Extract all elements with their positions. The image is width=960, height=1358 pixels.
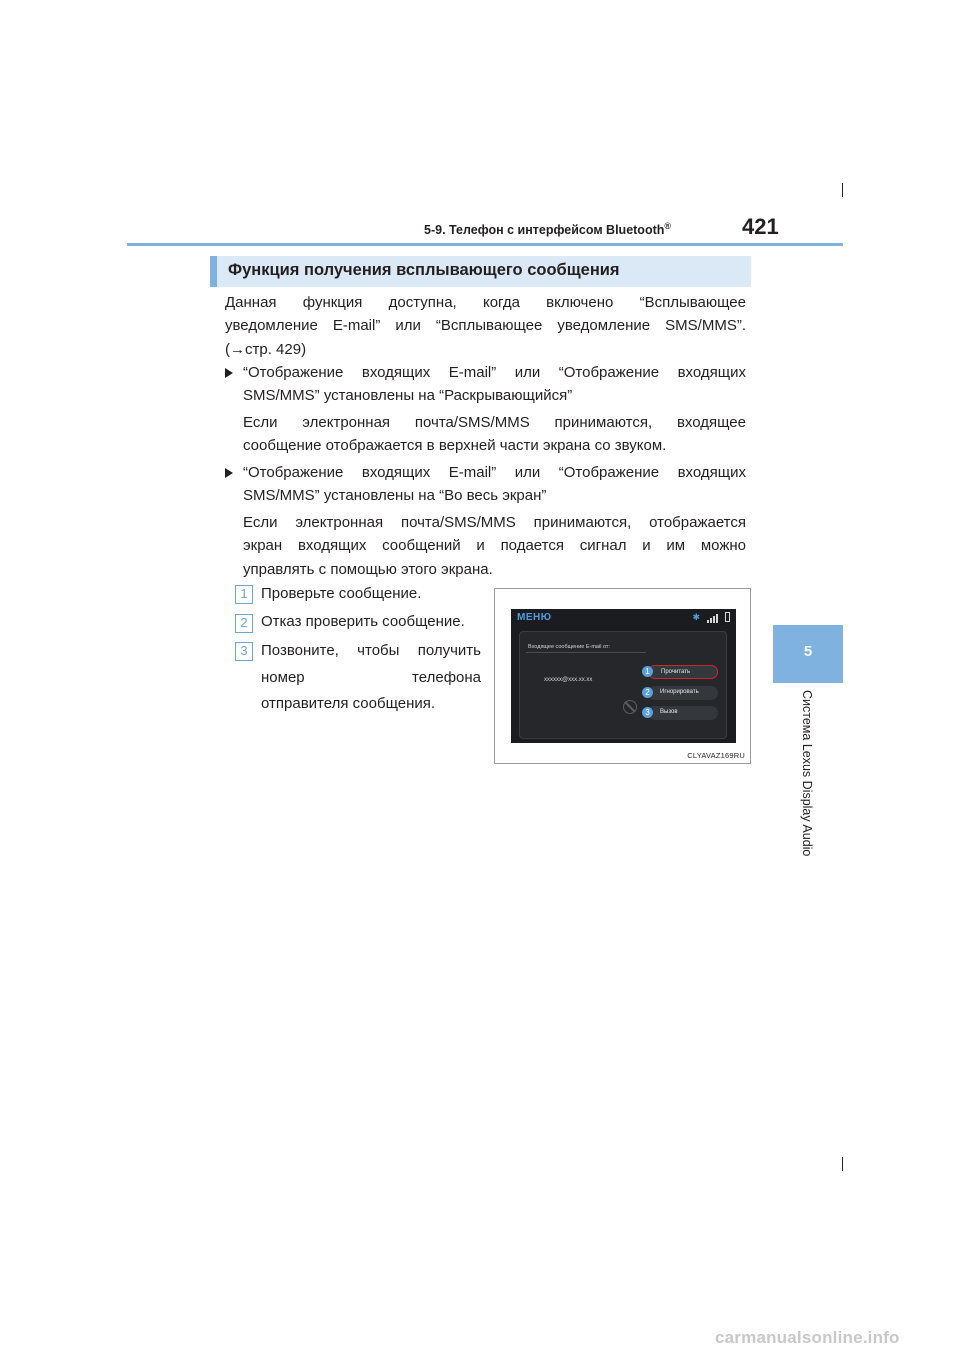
page-number: 421: [742, 214, 779, 239]
bluetooth-icon: ✱: [692, 612, 700, 622]
bullet-title-line: SMS/MMS” установлены на “Во весь экран”: [243, 487, 547, 505]
crop-mark-bottom: [842, 1157, 843, 1171]
call-button-label: Вызов: [660, 709, 678, 715]
list-item: [261, 609, 481, 636]
bullet-body-line: сообщение отображается в верхней части экрана со звуком.: [243, 437, 667, 455]
callout-badge: 3: [642, 707, 653, 718]
list-item-word: телефона: [412, 668, 481, 686]
crop-mark-top: [842, 183, 843, 197]
bullet-body-line: экран входящих сообщений и подается сигнал и им можно: [243, 537, 746, 555]
read-button-label: Прочитать: [661, 669, 691, 675]
list-item: [261, 638, 481, 718]
callout-badge: 2: [642, 687, 653, 698]
list-item-text: отправителя сообщения.: [261, 695, 436, 713]
chapter-number: 5: [803, 643, 813, 660]
bullet-body: [243, 511, 746, 581]
header-rule: [127, 243, 843, 246]
signal-icon: [716, 614, 718, 623]
number-badge: 2: [235, 614, 253, 633]
watermark: carmanualsonline.info: [715, 1328, 900, 1347]
bullet-title-line: SMS/MMS” установлены на “Раскрывающийся”: [243, 387, 573, 405]
running-header-text: 5-9. Телефон с интерфейсом Bluetooth: [424, 223, 665, 238]
chapter-tab: [773, 625, 843, 683]
section-heading-text: Функция получения всплывающего сообщения: [228, 261, 620, 279]
bullet-body: [243, 411, 746, 458]
read-button[interactable]: [648, 665, 718, 679]
running-header: [424, 221, 671, 237]
section-heading: [210, 256, 751, 287]
callout-badge: 1: [642, 666, 653, 677]
signal-icon: [713, 616, 715, 623]
screen-title: МЕНЮ: [517, 612, 552, 623]
bullet-body-line: Если электронная почта/SMS/MMS принимаются, входящее: [243, 414, 746, 431]
intro-line: Данная функция доступна, когда включено “Всплывающее: [225, 294, 746, 311]
chapter-label: Система Lexus Display Audio: [800, 690, 814, 857]
screen-figure: [494, 588, 751, 764]
bullet-arrow-icon: [225, 468, 235, 478]
bullet-title: [243, 361, 746, 408]
bullet-title-line: “Отображение входящих E-mail” или “Отображение входящих: [243, 464, 746, 481]
bullet-body-line: управлять с помощью этого экрана.: [243, 560, 493, 578]
popup-divider: [526, 652, 646, 653]
number-badge: 1: [235, 585, 253, 604]
bullet-body-line: Если электронная почта/SMS/MMS принимаются, отображается: [243, 514, 746, 531]
incoming-from-label: Входящее сообщение E-mail от:: [528, 644, 610, 650]
list-item-text: [261, 665, 481, 692]
sender-address: xxxxxx@xxx.xx.xx: [544, 677, 593, 683]
list-item: [261, 581, 481, 608]
call-button[interactable]: [648, 706, 718, 720]
signal-icon: [710, 618, 712, 623]
registered-mark: ®: [664, 221, 672, 231]
list-item-text: Позвоните, чтобы получить: [261, 642, 481, 659]
bullet-arrow-icon: [225, 368, 235, 378]
intro-paragraph: [225, 291, 746, 361]
display-screen: [511, 609, 736, 743]
bullet-title: [243, 461, 746, 508]
ignore-button-label: Игнорировать: [660, 689, 699, 695]
bullet-title-line: “Отображение входящих E-mail” или “Отображение входящих: [243, 364, 746, 381]
block-icon: [623, 700, 637, 714]
list-item-text: Проверьте сообщение.: [261, 585, 422, 602]
battery-icon: [725, 612, 730, 622]
list-item-word: номер: [261, 668, 305, 686]
number-badge: 3: [235, 642, 253, 661]
list-item-text: Отказ проверить сообщение.: [261, 613, 465, 630]
page-reference: (→стр. 429): [225, 340, 307, 358]
status-bar: [690, 612, 730, 624]
intro-line: уведомление E-mail” или “Всплывающее уведомление SMS/MMS”.: [225, 317, 746, 335]
signal-icon: [707, 620, 709, 623]
figure-code: CLYAVAZ169RU: [687, 751, 745, 760]
ignore-button[interactable]: [648, 686, 718, 700]
incoming-message-popup: [519, 631, 727, 739]
